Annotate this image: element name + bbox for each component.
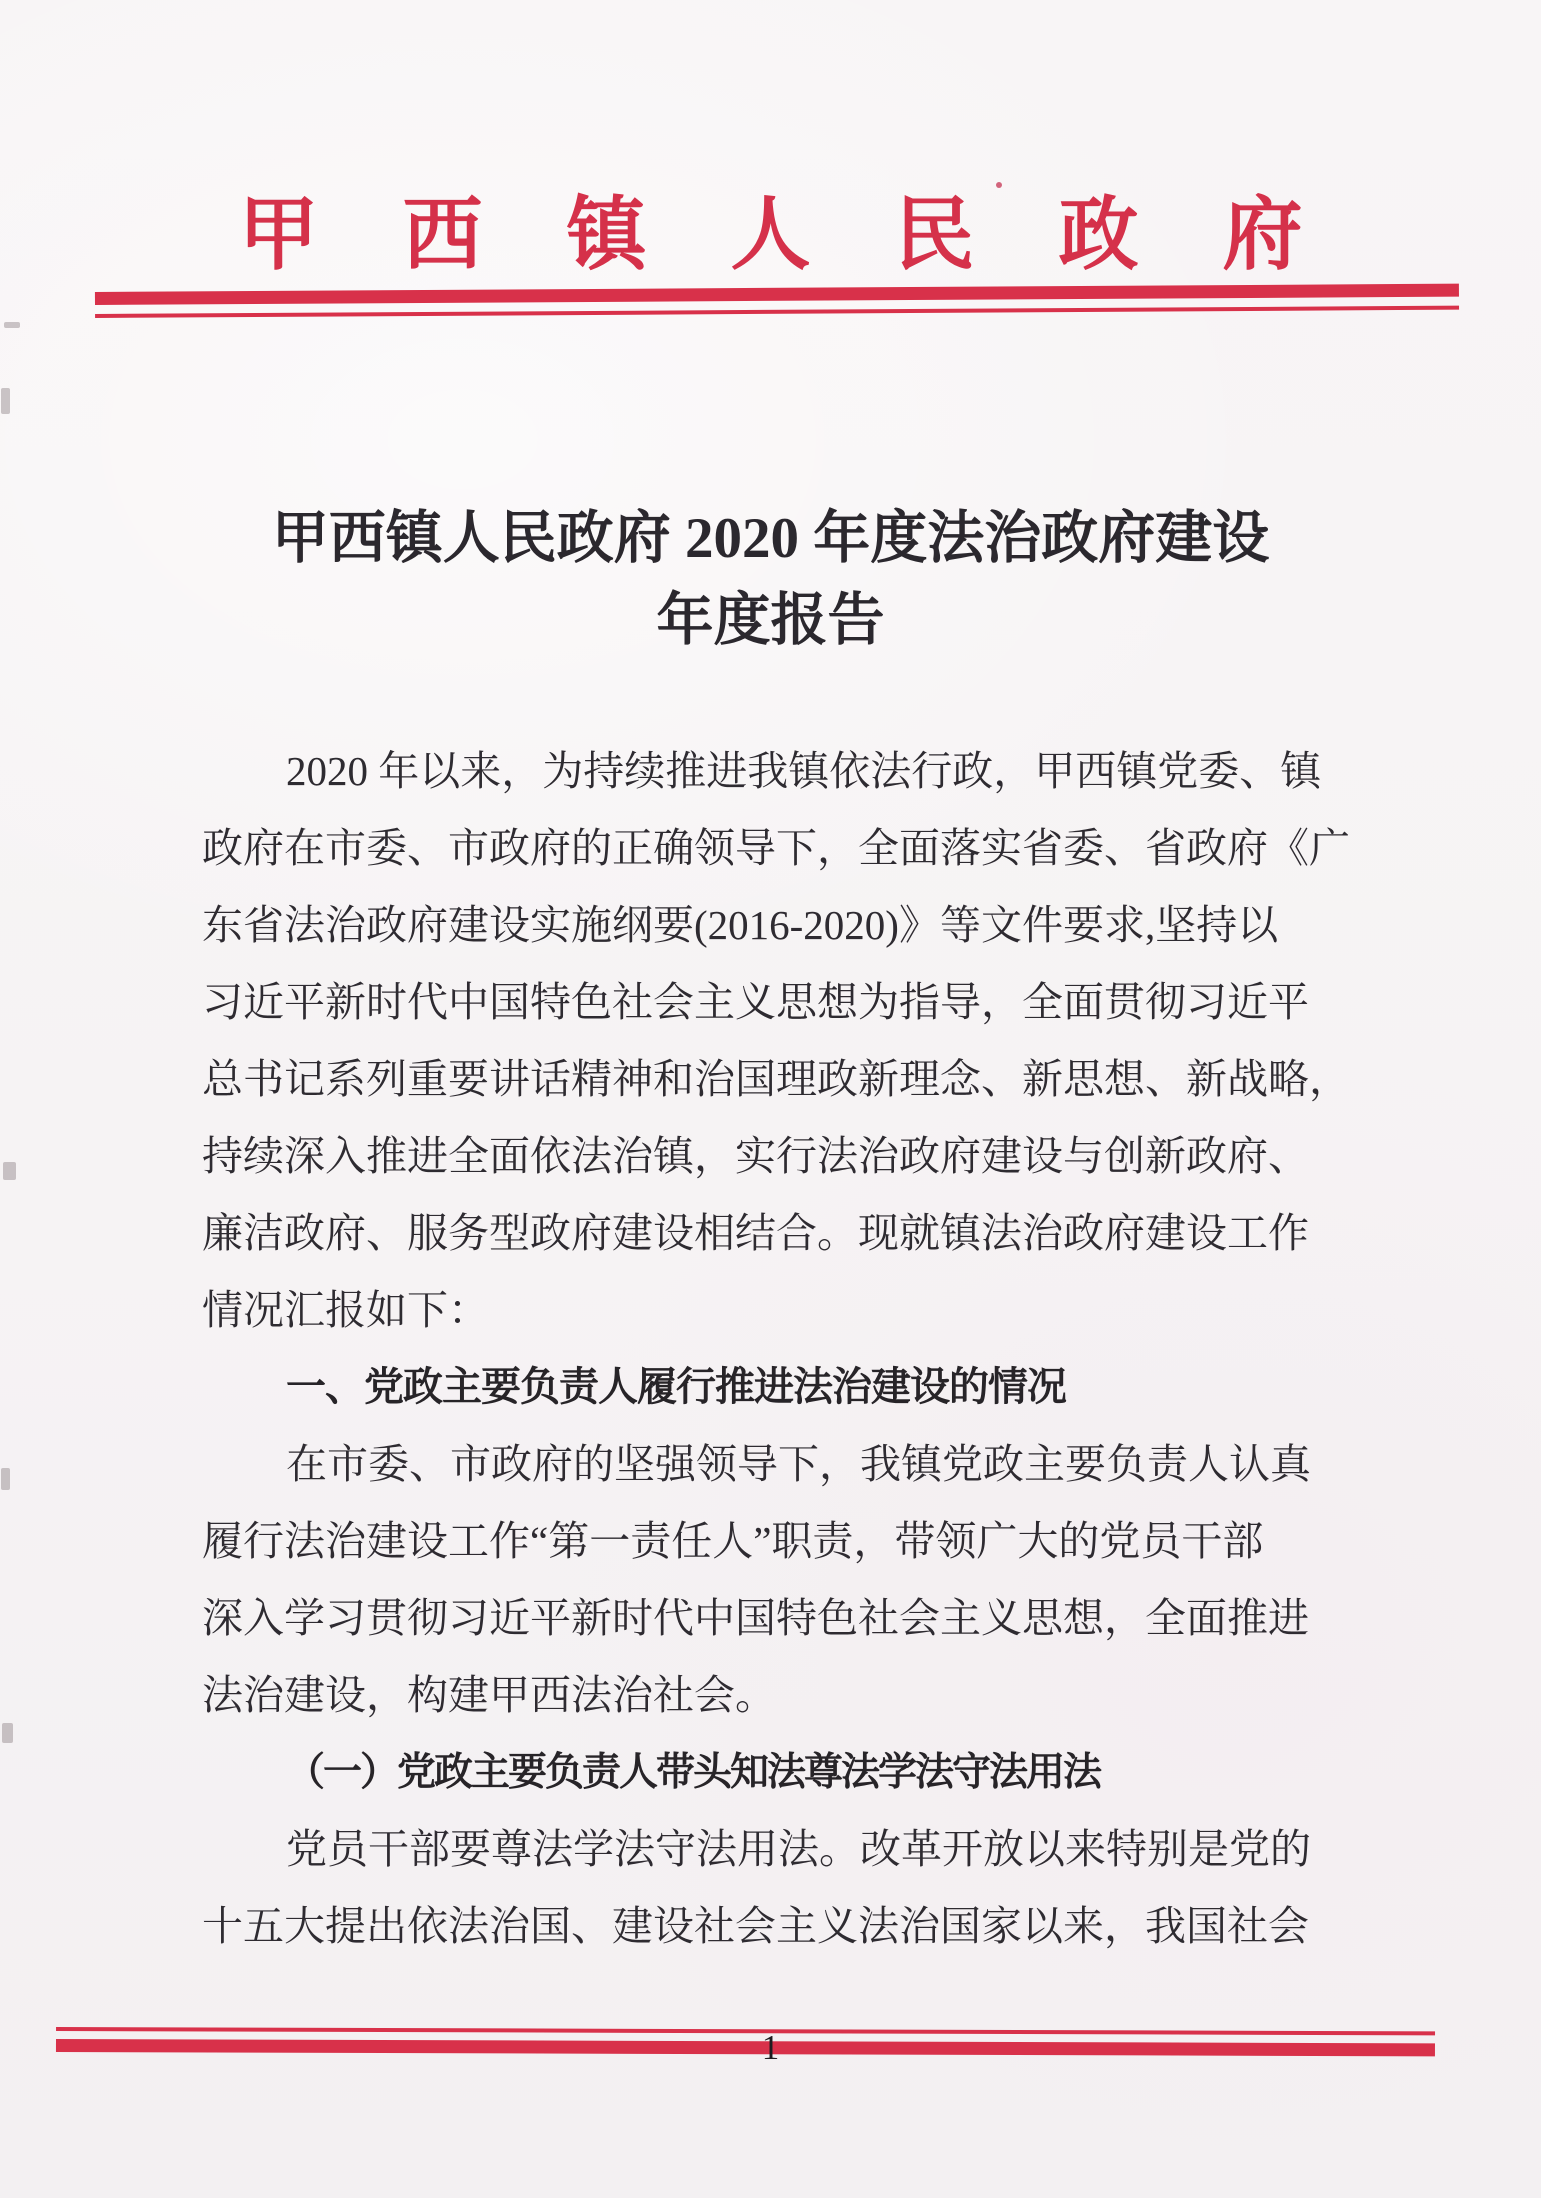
body-line: 履行法治建设工作“第一责任人”职责，带领广大的党员干部 — [202, 1518, 1264, 1564]
body-line: 廉洁政府、服务型政府建设相结合。现就镇法治政府建设工作 — [202, 1210, 1309, 1256]
scan-artifact — [1, 388, 10, 414]
page-number: 1 — [761, 2028, 780, 2067]
body-line: 政府在市委、市政府的正确领导下，全面落实省委、省政府《广 — [202, 825, 1350, 871]
document-title-line2: 年度报告 — [656, 589, 885, 652]
section-heading: 一、党政主要负责人履行推进法治建设的情况 — [286, 1365, 1066, 1409]
scan-artifact — [4, 322, 20, 328]
scan-artifact — [996, 182, 1002, 188]
scan-artifact — [1, 1468, 10, 1490]
letterhead-divider — [95, 284, 1459, 318]
body-line: 在市委、市政府的坚强领导下，我镇党政主要负责人认真 — [286, 1441, 1311, 1487]
body-line: 总书记系列重要讲话精神和治国理政新理念、新思想、新战略， — [202, 1056, 1350, 1102]
body-lines — [202, 733, 1501, 1965]
body-line: 东省法治政府建设实施纲要(2016-2020)》等文件要求,坚持以 — [202, 902, 1279, 948]
body-line: 深入学习贯彻习近平新时代中国特色社会主义思想，全面推进 — [202, 1595, 1309, 1641]
body-line: 习近平新时代中国特色社会主义思想为指导，全面贯彻习近平 — [202, 979, 1309, 1025]
section-heading: （一）党政主要负责人带头知法尊法学法守法用法 — [286, 1751, 1101, 1794]
body-line: 2020 年以来，为持续推进我镇依法行政，甲西镇党委、镇 — [286, 748, 1322, 794]
body-line: 情况汇报如下： — [202, 1287, 489, 1333]
document-title — [0, 498, 1541, 662]
body-line: 党员干部要尊法学法守法用法。改革开放以来特别是党的 — [286, 1826, 1311, 1872]
scan-artifact — [3, 1162, 16, 1180]
body-line: 持续深入推进全面依法治镇，实行法治政府建设与创新政府、 — [202, 1133, 1309, 1179]
body-line: 法治建设，构建甲西法治社会。 — [202, 1672, 776, 1718]
letterhead-title: 甲西镇人民政府 — [238, 192, 1387, 280]
body-line: 十五大提出依法治国、建设社会主义法治国家以来，我国社会 — [202, 1903, 1309, 1949]
document-title-line1: 甲西镇人民政府 2020 年度法治政府建设 — [271, 507, 1270, 570]
scan-artifact — [2, 1723, 13, 1743]
